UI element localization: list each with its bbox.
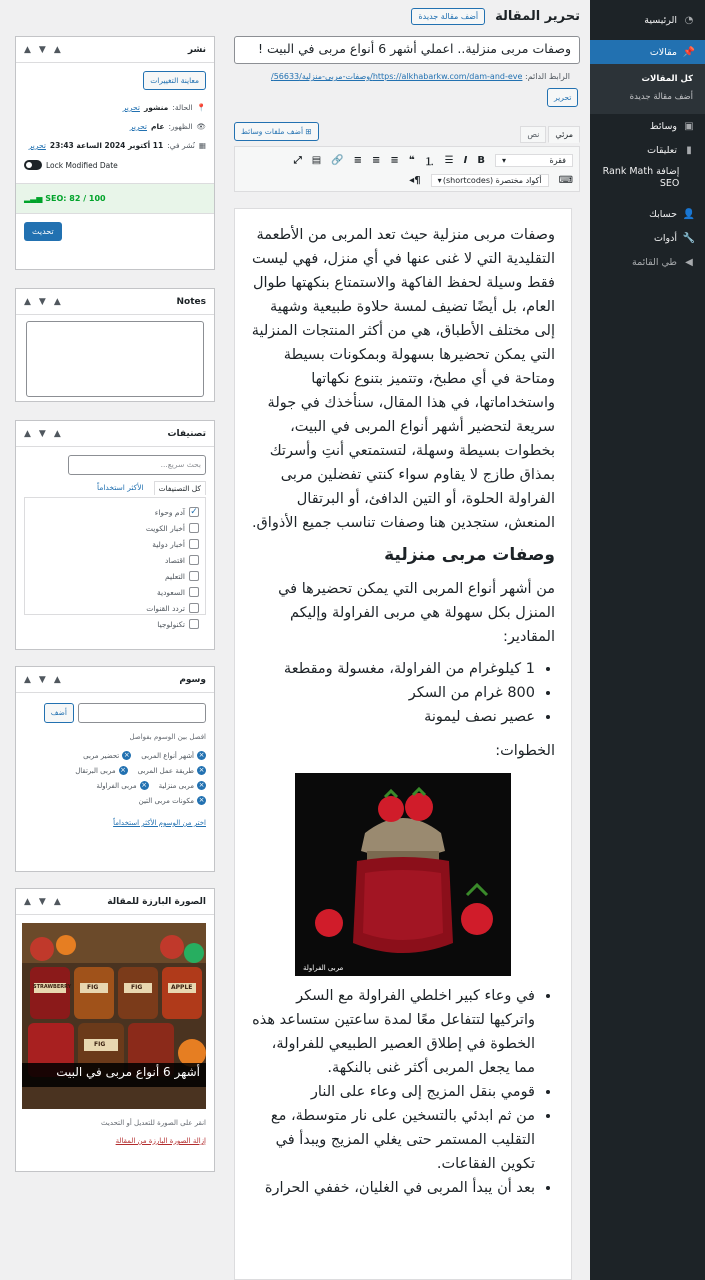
image-caption: مربى الفراولة (303, 964, 344, 972)
tag-label: طريقة عمل المربى (137, 766, 194, 775)
align-left-icon[interactable]: ≡ (390, 154, 399, 166)
chevron-down-icon: ▾ (437, 175, 442, 185)
tab-text[interactable]: نص (520, 126, 546, 143)
ingredients-list (251, 657, 555, 729)
link-icon[interactable]: 🔗 (331, 154, 344, 166)
numbered-list-icon[interactable]: ⒈ (424, 156, 435, 168)
shortcodes-select[interactable] (431, 174, 549, 187)
checkbox[interactable] (189, 555, 199, 565)
toolbar-row-2 (241, 170, 573, 190)
format-select-value: فقرة (549, 155, 566, 165)
jar-label: APPLE (171, 984, 193, 991)
remove-tag-icon[interactable]: × (198, 796, 205, 804)
popular-tags-link[interactable]: اختر من الوسوم الأكثر استخداماً (113, 819, 206, 827)
menu-label: تعليقات (647, 144, 677, 156)
menu-label: الرئيسية (644, 14, 677, 26)
list-item[interactable] (31, 504, 199, 520)
box-controls (24, 429, 61, 439)
blockquote-icon[interactable]: ❝ (408, 154, 415, 166)
published-row (16, 136, 214, 155)
lock-date-label: Lock Modified Date (46, 160, 118, 170)
checkbox[interactable] (189, 523, 199, 533)
checkbox[interactable] (189, 539, 199, 549)
tab-popular-categories[interactable]: الأكثر استخداماً (97, 483, 144, 492)
submenu-all-posts[interactable]: كل المقالات (641, 74, 693, 84)
checkbox[interactable] (189, 619, 199, 629)
calendar-icon: ▦ (198, 141, 206, 150)
update-button[interactable]: تحديث (24, 222, 62, 241)
collapse-arrow-icon[interactable]: ▲ (53, 296, 61, 307)
tag-input[interactable] (78, 703, 206, 723)
chevron-up-icon[interactable]: ▲ (24, 896, 31, 907)
list-item[interactable] (31, 568, 199, 584)
list-item[interactable] (31, 536, 199, 552)
chevron-down-icon: ▾ (502, 155, 507, 165)
tab-visual[interactable]: مرئي (548, 126, 580, 143)
tag-label: مكونات مربى التين (138, 796, 194, 805)
featured-image[interactable] (22, 923, 206, 1109)
box-controls (24, 897, 61, 907)
category-label: أخبار الكويت (145, 523, 185, 533)
tag-label: مربى البرتقال (75, 766, 116, 775)
visibility-label: الظهور: (168, 122, 193, 131)
notes-textarea[interactable] (26, 321, 204, 397)
read-more-icon[interactable]: ▤ (311, 154, 322, 166)
remove-tag-icon[interactable]: × (123, 751, 130, 759)
chevron-down-icon[interactable]: ▼ (38, 428, 46, 439)
published-label: نُشر في: (167, 141, 195, 150)
menu-item-tools[interactable] (590, 226, 705, 250)
menu-item-comments[interactable] (590, 138, 705, 162)
posts-submenu (590, 64, 705, 114)
notes-box-header (16, 289, 214, 315)
list-item: • عصير نصف ليمونة (251, 705, 535, 729)
tag-label: مربى منزلية (158, 781, 194, 790)
tag-chip (96, 781, 148, 790)
visibility-value: عام (151, 122, 165, 131)
category-search-input[interactable]: بحث سريع... (68, 455, 206, 475)
editor-tabs (520, 126, 580, 143)
category-label: تكنولوجيا (157, 619, 185, 629)
preview-changes-button[interactable]: معاينة التغييرات (143, 71, 206, 90)
add-tag-button[interactable]: أضف (44, 703, 74, 723)
menu-label: إضافة Rank Math SEO (602, 166, 680, 189)
permalink-label: الرابط الدائم: (525, 72, 570, 81)
checkbox[interactable] (189, 571, 199, 581)
chevron-up-icon[interactable]: ▲ (24, 428, 31, 439)
status-row (16, 98, 214, 117)
tag-chip (139, 796, 206, 805)
tag-label: أشهر أنواع المربى (141, 751, 194, 760)
list-item: • 800 غرام من السكر (251, 681, 535, 705)
remove-tag-icon[interactable]: × (120, 766, 127, 774)
menu-item-collapse[interactable] (590, 250, 705, 274)
tag-list (16, 747, 214, 809)
keyboard-icon[interactable]: ⌨ (558, 174, 573, 186)
tag-label: مربى الفراولة (96, 781, 137, 790)
tag-chip (83, 751, 131, 760)
tag-separator-note: افصل بين الوسوم بفواصل (129, 733, 206, 741)
publish-box (15, 36, 215, 270)
align-right-icon[interactable]: ≡ (353, 154, 363, 166)
paragraph-direction-icon[interactable]: ¶◂ (409, 174, 421, 186)
remove-tag-icon[interactable]: × (198, 751, 205, 759)
chevron-up-icon[interactable]: ▲ (24, 674, 31, 685)
category-list (24, 497, 206, 629)
lock-date-row (16, 155, 214, 175)
ingredients-intro: من أشهر أنواع المربى التي يمكن تحضيرها في المنزل بكل سهولة هي مربى الفراولة وإليكم المقادير: (278, 581, 555, 645)
publish-actions (16, 214, 214, 249)
visibility-row (16, 117, 214, 136)
menu-item-profile[interactable] (590, 202, 705, 226)
category-label: التعليم (165, 571, 185, 581)
add-media-button[interactable] (234, 122, 319, 141)
categories-box-header (16, 421, 214, 447)
tags-box-title: وسوم (179, 674, 206, 685)
intro-paragraph: وصفات مربى منزلية حيث تعد المربى من الأطعمة التقليدية التي لا غنى عنها في أي منزل، فهي ليست فقط وسيلة لحفظ الفاكهة والاستمتاع بنكهتها طوال العام، بل أيضًا تضيف لمسة حلاوة طبيعية وشهية إلى مختلف الأطباق، هي من أكثر المنتجات المنزلية التي يمكن تحضيرها بسهولة وبمكونات بسيطة ومتاحة في أي مطبخ، وتتميز بتنوع نكهاتها واستخداماتها، في هذا المقال، سنأخذك في جولة سريعة لتحضير أشهر أنواع المربى في البيت، بخطوات بسيطة وسهلة، لتستمتعي أنتِ وأسرتك بمذاق طازج لا يقاوم سواء كنتي تفضلين مربى الفراولة الحلوة، أو التين الدافئ، أو البرتقال المنعش، ستجدين هنا وصفات تناسب جميع الأذواق. (251, 227, 555, 531)
list-item: • بعد أن يبدأ المربى في الغليان، خففي الحرارة (251, 1176, 535, 1200)
categories-box-title: تصنيفات (167, 428, 206, 439)
category-label: آدم وحواء (154, 507, 185, 517)
categories-box (15, 420, 215, 650)
remove-tag-icon[interactable]: × (198, 781, 205, 789)
list-item: • من ثم ابدئي بالتسخين على نار متوسطة، مع التقليب المستمر حتى يغلي المزيج ويبدأ في تكوين الفقاعات. (251, 1104, 535, 1176)
eye-icon: 👁 (196, 122, 206, 131)
menu-label: مقالات (649, 46, 677, 58)
list-item[interactable] (31, 552, 199, 568)
notes-box-title: Notes (176, 296, 206, 307)
list-item[interactable] (31, 616, 199, 632)
permalink (271, 72, 570, 81)
content-image[interactable] (295, 773, 511, 976)
collapse-icon: ◀ (685, 256, 693, 268)
editor-toolbar (234, 146, 580, 192)
seo-icon: ▂▃▅ (24, 194, 43, 203)
content-heading: وصفات مربى منزلية (384, 545, 555, 565)
published-value: 11 أكتوبر 2024 الساعة 23:43 (49, 141, 164, 150)
publish-box-header (16, 37, 214, 63)
post-title-input[interactable]: وصفات مربى منزلية.. اعملي أشهر 6 أنواع مربى في البيت ! (234, 36, 580, 64)
status-label: الحالة: (172, 103, 193, 112)
list-item[interactable] (31, 600, 199, 616)
collapse-arrow-icon[interactable]: ▲ (53, 896, 61, 907)
menu-item-dashboard[interactable] (590, 8, 705, 32)
remove-tag-icon[interactable]: × (198, 766, 205, 774)
collapse-arrow-icon[interactable]: ▲ (53, 674, 61, 685)
edit-slug-button[interactable]: تحرير (547, 88, 578, 107)
featured-box-header (16, 889, 214, 915)
tags-box (15, 666, 215, 872)
menu-label: وسائط (649, 120, 677, 132)
tag-label: تحضير مربى (83, 751, 120, 760)
edit-status-link[interactable]: تحرير (122, 103, 140, 112)
jar-label: STRAWBERRY (33, 984, 72, 990)
collapse-arrow-icon[interactable]: ▲ (53, 428, 61, 439)
shortcodes-label: أكواد مختصرة (shortcodes) (442, 175, 542, 185)
add-media-label: أضف ملفات وسائط (241, 127, 304, 136)
format-select[interactable] (495, 154, 573, 167)
featured-image-box (15, 888, 215, 1172)
editor-content[interactable] (234, 208, 572, 1280)
category-label: السعودية (156, 587, 185, 597)
remove-tag-icon[interactable]: × (141, 781, 148, 789)
media-icon: ▣ (684, 120, 694, 132)
featured-overlay-text: أشهر 6 أنواع مربى في البيت (56, 1065, 200, 1079)
checkbox-checked[interactable]: ✓ (190, 507, 198, 517)
list-item[interactable] (31, 520, 199, 536)
menu-item-rankmath[interactable] (590, 162, 705, 196)
tag-chip (138, 766, 206, 775)
featured-box-title: الصورة البارزة للمقالة (107, 896, 206, 907)
box-controls (24, 675, 61, 685)
jar-label: FIG (87, 984, 99, 991)
tag-input-row (16, 693, 214, 727)
pin-icon: 📌 (682, 46, 696, 58)
checkbox[interactable] (189, 587, 199, 597)
pin-icon: 📍 (196, 103, 206, 112)
bold-button[interactable]: B (477, 154, 485, 166)
category-label: اقتصاد (164, 555, 185, 565)
rankmath-icon (685, 166, 695, 178)
tag-chip (141, 751, 206, 760)
chevron-up-icon[interactable]: ▲ (24, 296, 31, 307)
align-center-icon[interactable]: ≡ (372, 154, 381, 166)
menu-item-posts[interactable] (590, 40, 705, 64)
category-tabs (16, 479, 214, 497)
seo-score: SEO: 82 / 100 (45, 194, 106, 203)
page-title: تحرير المقالة (495, 9, 580, 24)
chevron-down-icon[interactable]: ▼ (38, 44, 46, 55)
comments-icon: ▮ (686, 144, 692, 156)
publish-preview-wrap (16, 63, 214, 98)
permalink-url[interactable]: https://alkhabarkw.com/dam-and-eve/وصفات-مربى-منزلية/56633/ (270, 72, 523, 81)
menu-item-media[interactable] (590, 114, 705, 138)
notes-box (15, 288, 215, 402)
featured-image-note: انقر على الصورة للتعديل أو التحديث (101, 1119, 206, 1127)
fullscreen-icon[interactable]: ⤢ (293, 154, 302, 166)
box-controls (24, 45, 61, 55)
remove-featured-image-link[interactable]: إزالة الصورة البارزة من المقالة (115, 1137, 206, 1145)
list-item: • قومي بنقل المزيج إلى وعاء على النار (251, 1080, 535, 1104)
publish-box-title: نشر (187, 44, 206, 55)
steps-list (251, 984, 555, 1200)
jar-label: FIG (131, 984, 143, 991)
chevron-down-icon[interactable]: ▼ (38, 674, 46, 685)
jam-jars-image (22, 923, 206, 1109)
page-header (411, 8, 580, 25)
list-item: • في وعاء كبير اخلطي الفراولة مع السكر واتركيها لتتفاعل معًا لمدة ساعتين ستساعد هذه الخطوة في إطلاق العصير الطبيعي للفراولة، مما يجعل المربى أكثر غنى بالنكهة. (251, 984, 535, 1080)
list-item: • 1 كيلوغرام من الفراولة، مغسولة ومقطعة (251, 657, 535, 681)
dashboard-icon: ◔ (684, 14, 694, 26)
menu-label: حسابك (649, 208, 677, 220)
add-new-post-button[interactable]: أضف مقالة جديدة (411, 8, 485, 25)
seo-score-bar[interactable] (16, 183, 214, 214)
menu-label: طي القائمة (632, 256, 677, 268)
tag-chip (75, 766, 127, 775)
add-media-icon: ⊞ (305, 127, 312, 136)
checkbox[interactable] (189, 603, 199, 613)
collapse-arrow-icon[interactable]: ▲ (53, 44, 61, 55)
jam-jar-image (295, 773, 511, 976)
tag-chip (159, 781, 206, 790)
edit-visibility-link[interactable]: تحرير (129, 122, 148, 131)
submenu-add-new[interactable]: أضف مقالة جديدة (629, 92, 693, 102)
tab-all-categories[interactable]: كل التصنيفات (154, 481, 206, 495)
menu-label: أدوات (653, 232, 677, 244)
chevron-down-icon[interactable]: ▼ (38, 896, 46, 907)
list-item[interactable] (31, 584, 199, 600)
italic-button[interactable]: I (463, 154, 468, 166)
chevron-down-icon[interactable]: ▼ (38, 296, 46, 307)
bullet-list-icon[interactable]: ☰ (444, 154, 454, 166)
toolbar-row-1 (241, 150, 573, 170)
box-controls (24, 297, 61, 307)
chevron-up-icon[interactable]: ▲ (24, 44, 31, 55)
user-icon: 👤 (682, 208, 696, 220)
status-value: منشور (143, 103, 169, 112)
lock-date-toggle[interactable] (24, 160, 42, 170)
tools-icon: 🔧 (682, 232, 696, 244)
tags-box-header (16, 667, 214, 693)
steps-label: الخطوات: (495, 743, 555, 759)
category-label: تردد القنوات (146, 603, 185, 613)
edit-date-link[interactable]: تحرير (28, 141, 46, 150)
admin-sidebar (590, 0, 705, 1280)
category-label: أخبار دولية (152, 539, 185, 549)
jar-label: FIG (94, 1041, 106, 1048)
